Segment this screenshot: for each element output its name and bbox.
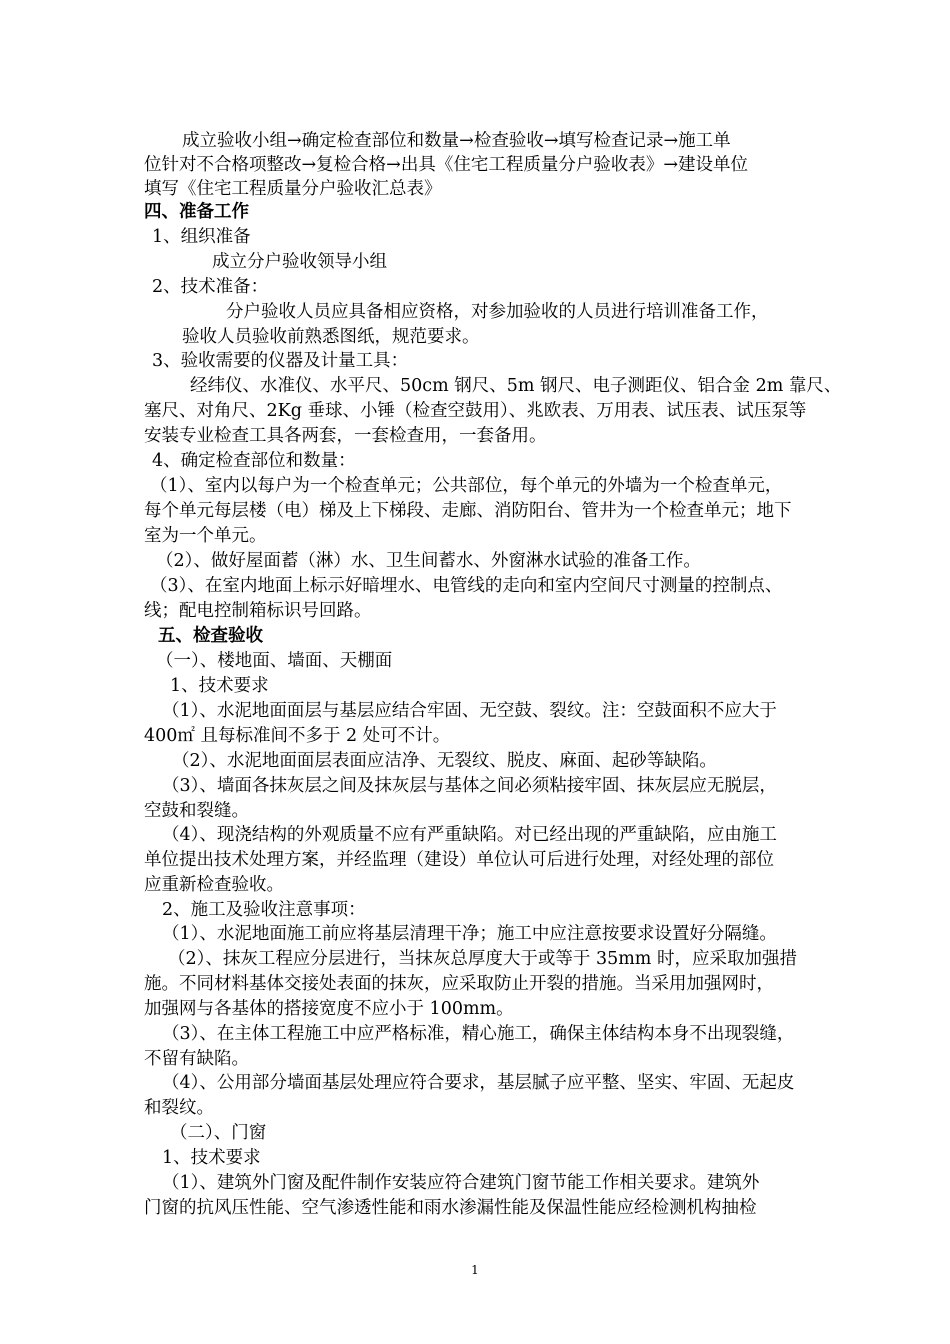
text-line: （2）、抹灰工程应分层进行，当抹灰总厚度大于或等于 35mm 时，应采取加强措: [168, 949, 797, 969]
text-line: 和裂纹。: [144, 1098, 214, 1118]
text-line: （1）、室内以每户为一个检查单元；公共部位，每个单元的外墙为一个检查单元，: [150, 476, 783, 496]
text-line: 单位提出技术处理方案，并经监理（建设）单位认可后进行处理，对经处理的部位: [144, 850, 774, 870]
text-line: 经纬仪、水准仪、水平尺、50cm 钢尺、5m 钢尺、电子测距仪、铝合金 2m 靠尺、: [190, 376, 842, 396]
section-heading: 五、检查验收: [158, 626, 263, 646]
text-line: （2）、水泥地面面层表面应洁净、无裂纹、脱皮、麻面、起砂等缺陷。: [172, 751, 717, 771]
text-line: 塞尺、对角尺、2Kg 垂球、小锤（检查空鼓用）、兆欧表、万用表、试压表、试压泵等: [144, 401, 807, 421]
text-line: 1、组织准备: [152, 227, 251, 247]
text-line: 3、验收需要的仪器及计量工具：: [152, 351, 409, 371]
text-line: 应重新检查验收。: [144, 875, 284, 895]
text-line: （二）、门窗: [170, 1123, 267, 1143]
text-line: 2、技术准备：: [152, 277, 269, 297]
text-line: 验收人员验收前熟悉图纸，规范要求。: [182, 327, 480, 347]
text-line: 每个单元每层楼（电）梯及上下梯段、走廊、消防阳台、管井为一个检查单元；地下: [144, 501, 792, 521]
text-line: 1、技术要求: [170, 676, 269, 696]
text-line: 不留有缺陷。: [144, 1049, 249, 1069]
text-line: 施。不同材料基体交接处表面的抹灰，应采取防止开裂的措施。当采用加强网时，: [144, 974, 774, 994]
text-line: 2、施工及验收注意事项：: [162, 900, 366, 920]
text-line: （4）、现浇结构的外观质量不应有严重缺陷。对已经出现的严重缺陷，应由施工: [162, 825, 777, 845]
section-heading: 四、准备工作: [144, 202, 249, 222]
text-line: 4、确定检查部位和数量：: [152, 451, 356, 471]
text-line: （一）、楼地面、墙面、天棚面: [156, 651, 393, 671]
text-line: 空鼓和裂缝。: [144, 801, 249, 821]
text-line: 1、技术要求: [162, 1148, 261, 1168]
text-line: 安装专业检查工具各两套，一套检查用，一套备用。: [144, 426, 547, 446]
text-line: （1）、水泥地面面层与基层应结合牢固、无空鼓、裂纹。注：空鼓面积不应大于: [162, 701, 777, 721]
text-line: （2）、做好屋面蓄（淋）水、卫生间蓄水、外窗淋水试验的准备工作。: [156, 551, 701, 571]
text-line: 门窗的抗风压性能、空气渗透性能和雨水渗漏性能及保温性能应经检测机构抽检: [144, 1198, 757, 1218]
text-line: 填写《住宅工程质量分户验收汇总表》: [144, 179, 442, 199]
text-line: 线；配电控制箱标识号回路。: [144, 601, 372, 621]
text-line: （1）、建筑外门窗及配件制作安装应符合建筑门窗节能工作相关要求。建筑外: [162, 1173, 760, 1193]
text-line: （1）、水泥地面施工前应将基层清理干净；施工中应注意按要求设置好分隔缝。: [162, 924, 777, 944]
page-number: 1: [471, 1263, 479, 1277]
text-line: （3）、在主体工程施工中应严格标准，精心施工，确保主体结构本身不出现裂缝，: [162, 1024, 795, 1044]
text-line: 室为一个单元。: [144, 526, 267, 546]
text-line: （4）、公用部分墙面基层处理应符合要求，基层腻子应平整、坚实、牢固、无起皮: [162, 1073, 795, 1093]
text-line: 成立分户验收领导小组: [212, 252, 387, 272]
text-line: （3）、墙面各抹灰层之间及抹灰层与基体之间必须粘接牢固、抹灰层应无脱层，: [162, 776, 777, 796]
text-line: 分户验收人员应具备相应资格，对参加验收的人员进行培训准备工作，: [226, 302, 769, 322]
text-line: 位针对不合格项整改→复检合格→出具《住宅工程质量分户验收表》→建设单位: [144, 155, 748, 175]
text-line: 加强网与各基体的搭接宽度不应小于 100mm。: [144, 999, 514, 1019]
text-line: （3）、在室内地面上标示好暗埋水、电管线的走向和室内空间尺寸测量的控制点、: [150, 576, 783, 596]
text-line: 成立验收小组→确定检查部位和数量→检查验收→填写检查记录→施工单: [182, 131, 731, 151]
text-line: 400㎡ 且每标准间不多于 2 处可不计。: [144, 726, 451, 746]
